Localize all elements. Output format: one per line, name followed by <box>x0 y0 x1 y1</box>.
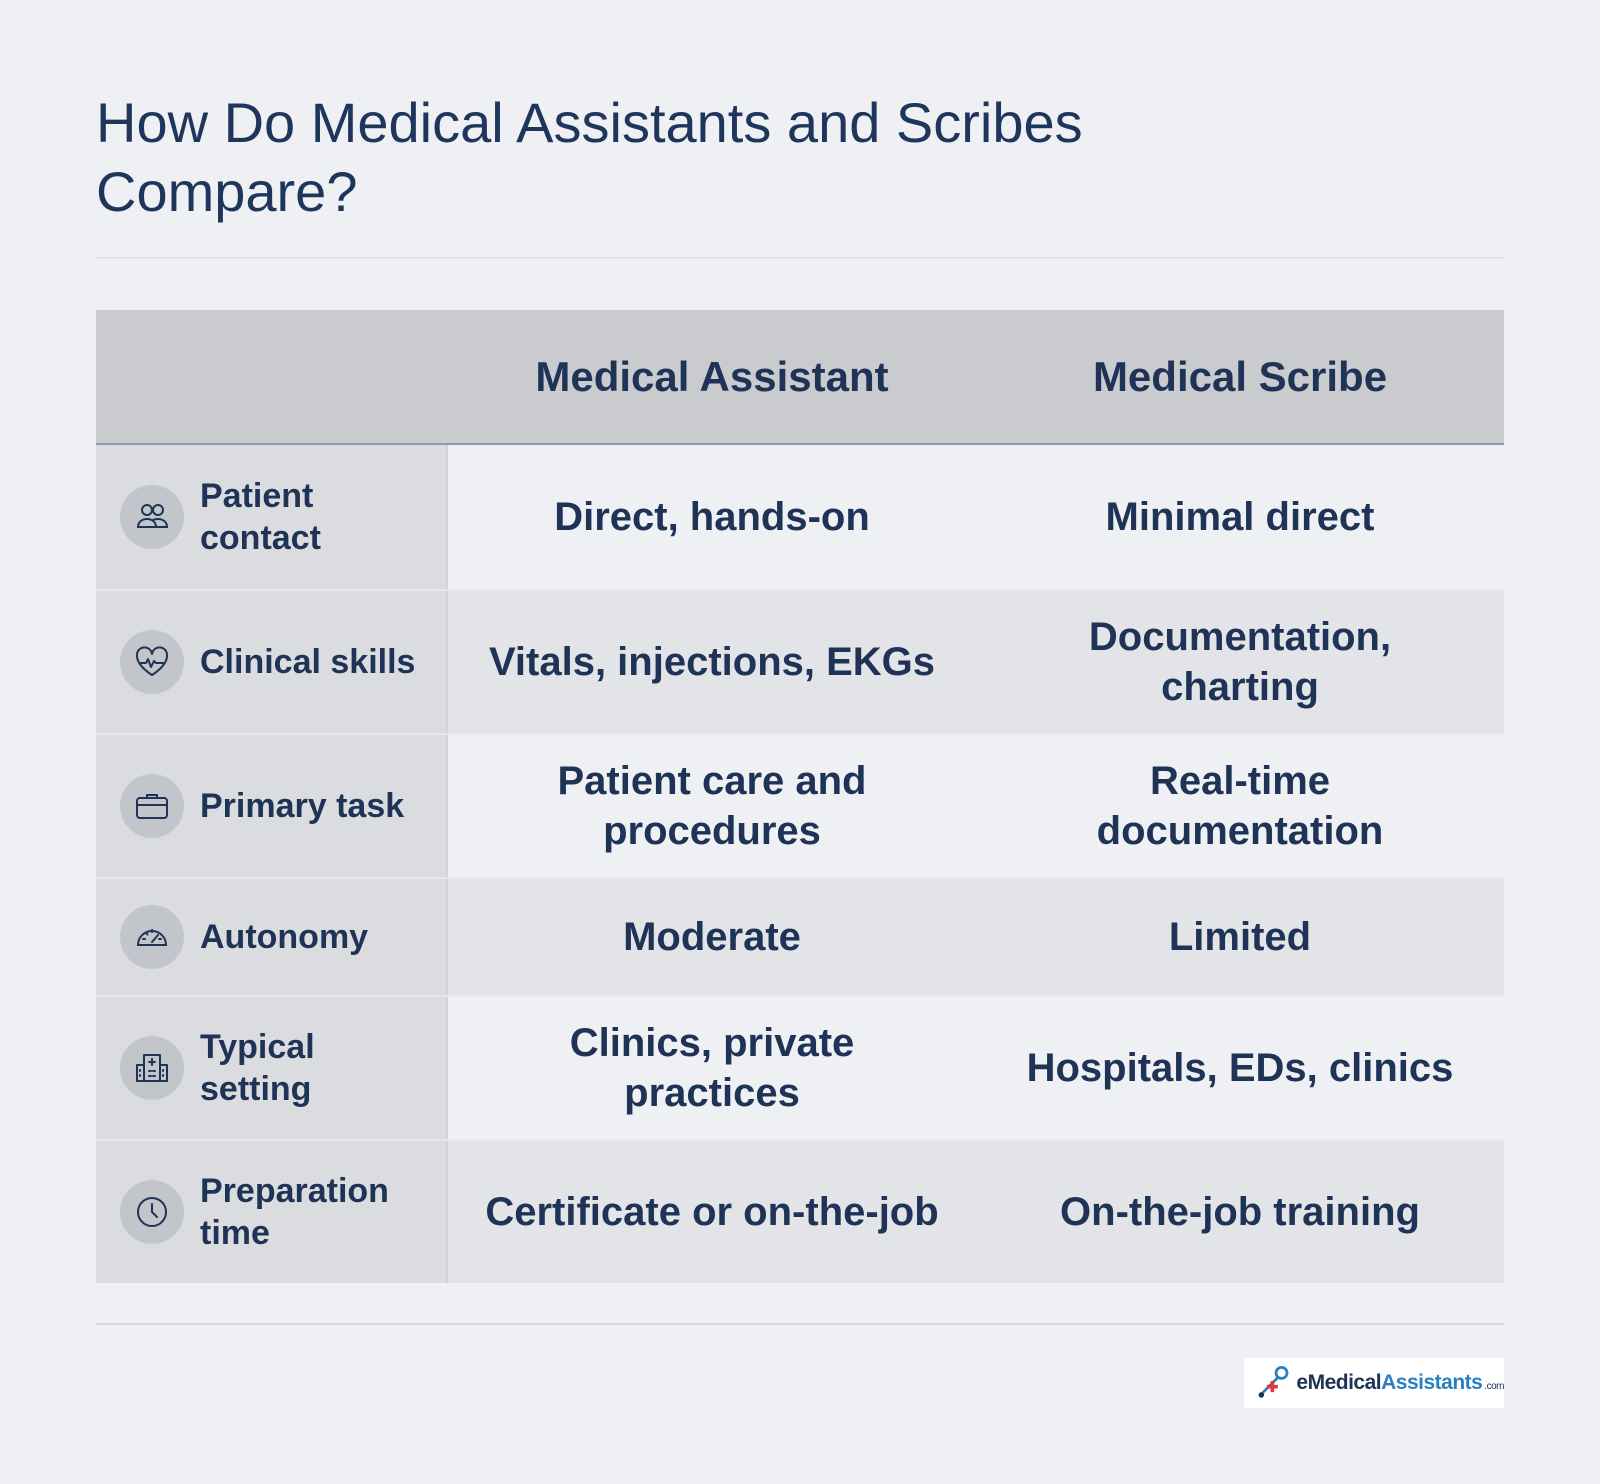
header-blank-cell <box>96 310 448 443</box>
scribe-value: Real-time documentation <box>976 735 1504 877</box>
bottom-divider <box>96 1323 1504 1325</box>
table-row <box>96 1139 1504 1283</box>
row-label-cell <box>96 445 448 589</box>
row-label-cell <box>96 997 448 1139</box>
row-label-cell <box>96 735 448 877</box>
row-label: Autonomy <box>200 918 369 956</box>
people-icon <box>120 485 184 549</box>
assistant-value: Certificate or on-the-job <box>448 1141 976 1283</box>
logo-wordmark: eMedicalAssistants .com <box>1296 1371 1504 1394</box>
table-header <box>96 310 1504 445</box>
table-row <box>96 445 1504 589</box>
clock-icon <box>120 1180 184 1244</box>
brand-logo <box>1244 1358 1504 1408</box>
assistant-value: Patient care and procedures <box>448 735 976 877</box>
header-medical-assistant: Medical Assistant <box>535 352 889 400</box>
assistant-value: Moderate <box>448 879 976 995</box>
row-label: Preparation time <box>200 1172 389 1252</box>
heart-pulse-icon <box>120 630 184 694</box>
page-title: How Do Medical Assistants and Scribes Compare? <box>96 91 1083 223</box>
row-label-cell <box>96 879 448 995</box>
scribe-value: Hospitals, EDs, clinics <box>976 997 1504 1139</box>
row-label: Typical setting <box>200 1028 315 1108</box>
hospital-icon <box>120 1036 184 1100</box>
top-divider <box>96 257 1504 259</box>
row-label-cell <box>96 1141 448 1283</box>
row-label: Patient contact <box>200 477 321 557</box>
table-row <box>96 995 1504 1139</box>
table-row <box>96 733 1504 877</box>
row-label: Clinical skills <box>200 643 416 681</box>
scribe-value: Limited <box>976 879 1504 995</box>
scribe-value: Documentation, charting <box>976 591 1504 733</box>
assistant-value: Vitals, injections, EKGs <box>448 591 976 733</box>
table-row <box>96 589 1504 733</box>
assistant-value: Clinics, private practices <box>448 997 976 1139</box>
assistant-value: Direct, hands-on <box>448 445 976 589</box>
row-label: Primary task <box>200 787 405 825</box>
row-label-cell <box>96 591 448 733</box>
table-row <box>96 877 1504 995</box>
gauge-icon <box>120 905 184 969</box>
scribe-value: Minimal direct <box>976 445 1504 589</box>
comparison-table <box>96 310 1504 1283</box>
scribe-value: On-the-job training <box>976 1141 1504 1283</box>
header-medical-scribe: Medical Scribe <box>1092 352 1388 400</box>
briefcase-icon <box>120 774 184 838</box>
logo-mark-icon <box>1254 1363 1294 1403</box>
